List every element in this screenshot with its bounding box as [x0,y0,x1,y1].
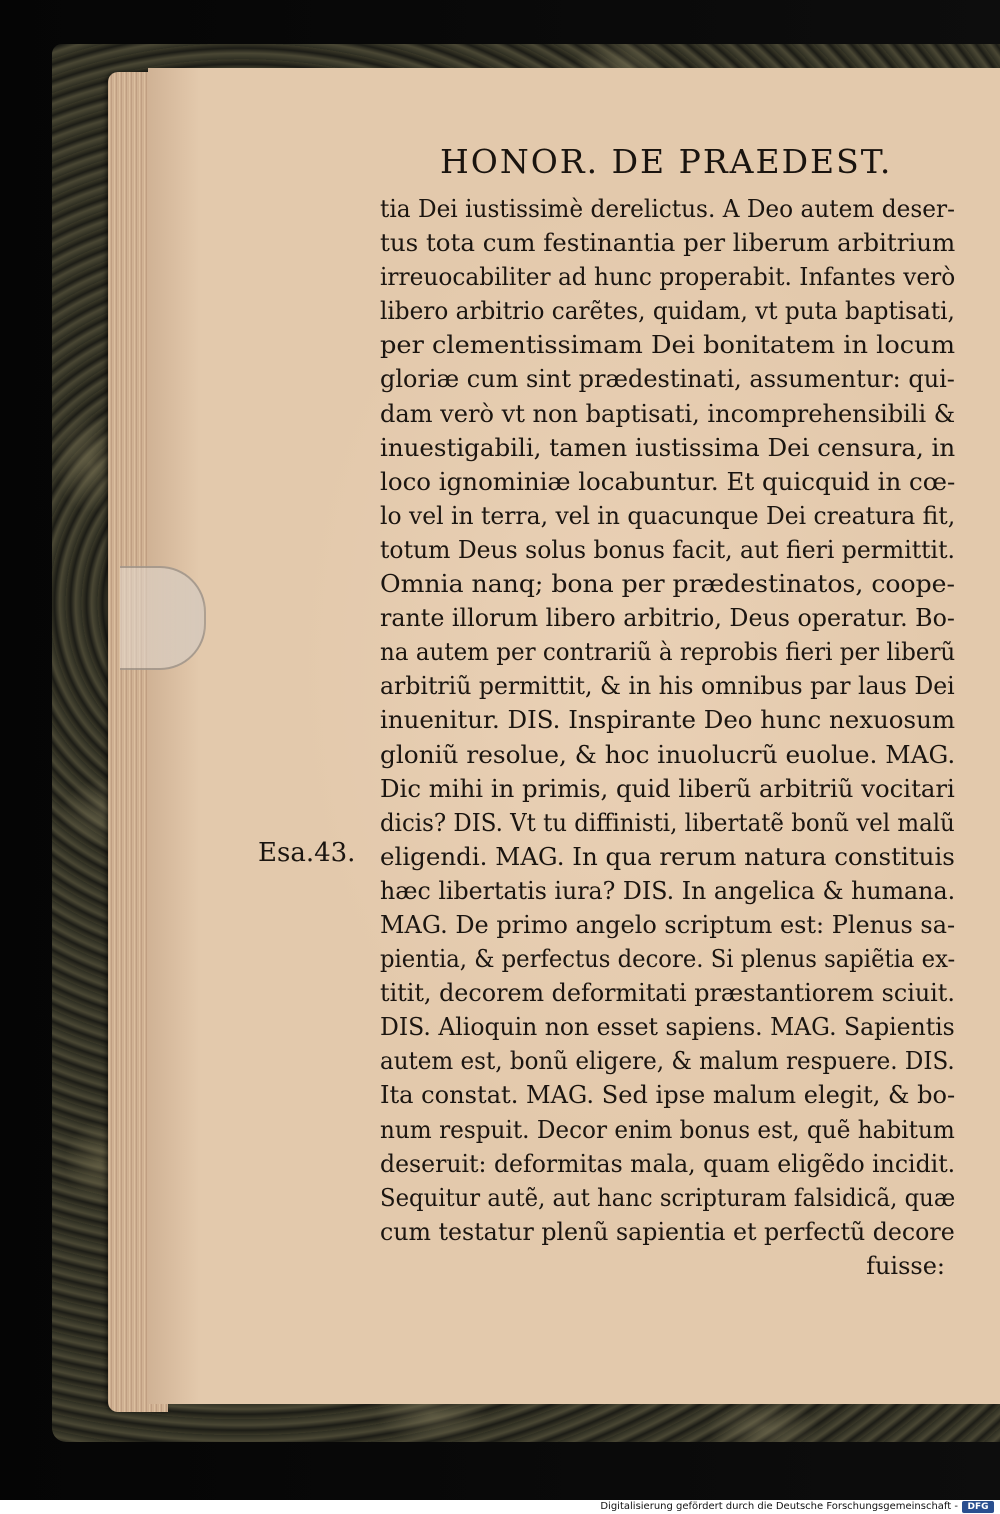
text-line: inuestigabili, tamen iustissima Dei censura, in [380,433,956,462]
text-line: Omnia nanq; bona per prædestinatos, coope- [380,570,956,599]
text-line: gloniũ resolue, & hoc inuolucrũ euolue. MAG. [380,740,956,769]
text-line: na autem per contrariũ à reprobis fieri per liberũ [380,638,956,667]
text-line: cum testatur plenũ sapientia et perfectũ decore [380,1217,955,1246]
text-line: arbitriũ permittit, & in his omnibus par laus Dei [380,672,955,701]
footer-credit: Digitalisierung gefördert durch die Deutsche Forschungsgemeinschaft - [600,1501,958,1512]
page-clip [120,566,206,670]
text-line: pientia, & perfectus decore. Si plenus sapiẽtia ex- [380,945,956,974]
text-line: inuenitur. DIS. Inspirante Deo hunc nexuosum [380,706,956,735]
text-line: Ita constat. MAG. Sed ipse malum elegit, & bo- [380,1081,956,1110]
text-line: irreuocabiliter ad hunc properabit. Infantes verò [380,263,956,292]
text-line: per clementissimam Dei bonitatem in locum [380,331,956,360]
text-line: dam verò vt non baptisati, incomprehensibili & [380,399,956,428]
body-text [380,192,955,1283]
dfg-logo-icon: DFG [962,1501,994,1513]
text-line: totum Deus solus bonus facit, aut fieri permittit. [380,535,955,564]
text-line: rante illorum libero arbitrio, Deus operatur. Bo- [380,604,955,633]
text-line: gloriæ cum sint prædestinati, assumentur: qui- [380,365,955,394]
text-line: libero arbitrio carẽtes, quidam, vt puta baptisati, [380,297,955,326]
text-line: hæc libertatis iura? DIS. In angelica & humana. [380,876,956,905]
text-line: Sequitur autẽ, aut hanc scripturam falsidicã, quæ [380,1183,956,1212]
text-line: titit, decorem deformitati præstantiorem sciuit. [380,979,955,1008]
text-line: tia Dei iustissimè derelictus. A Deo autem deser- [380,195,955,223]
text-line: num respuit. Decor enim bonus est, quẽ habitum [380,1115,955,1144]
text-line: dicis? DIS. Vt tu diffinisti, libertatẽ bonũ vel malũ [380,808,955,837]
running-head: HONOR. DE PRAEDEST. [440,142,893,181]
text-line: Dic mihi in primis, quid liberũ arbitriũ vocitari [380,774,955,803]
text-line: lo vel in terra, vel in quacunque Dei creatura fit, [380,501,956,530]
text-line: fuisse: [866,1251,945,1280]
text-line: eligendi. MAG. In qua rerum natura constituis [380,842,955,871]
text-line: loco ignominiæ locabuntur. Et quicquid in cœ- [380,467,956,496]
text-line: MAG. De primo angelo scriptum est: Plenus sa- [380,910,956,939]
text-line: autem est, bonũ eligere, & malum respuere. DIS. [380,1047,955,1076]
text-line: deseruit: deformitas mala, quam eligẽdo incidit. [380,1149,956,1178]
marginal-note: Esa.43. [258,838,356,868]
text-line: DIS. Alioquin non esset sapiens. MAG. Sapientis [380,1013,955,1042]
text-line: tus tota cum festinantia per liberum arbitrium [380,229,956,258]
